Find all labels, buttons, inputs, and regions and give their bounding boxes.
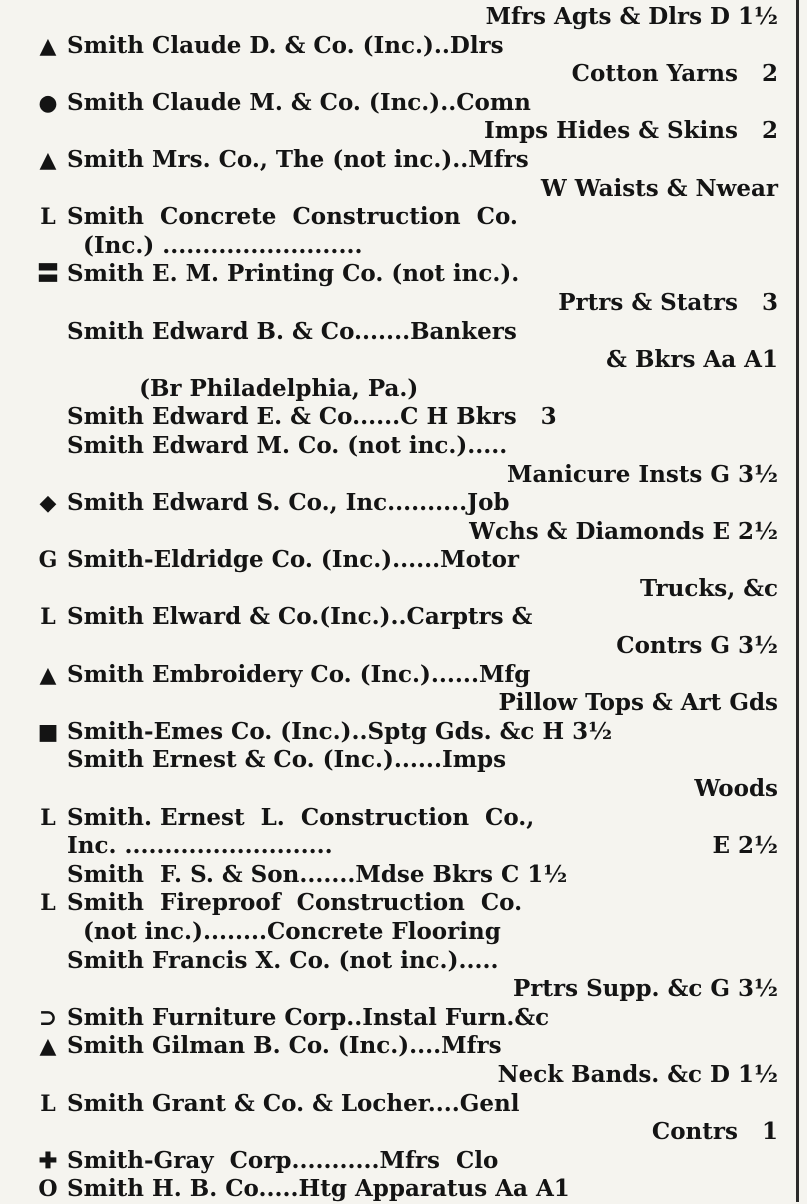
listing-line: [33, 117, 778, 146]
symbol: ▲: [39, 1033, 57, 1060]
listing-line: [33, 60, 778, 89]
listing-line: [33, 1147, 778, 1176]
line-text: Smith Grant & Co. & Locher....Genl: [67, 1089, 520, 1117]
listing-line: [33, 203, 778, 232]
line-text: Smith E. M. Printing Co. (not inc.).: [67, 260, 520, 288]
line-right: Pillow Tops & Art Gds: [498, 689, 778, 717]
symbol: L: [40, 804, 56, 831]
listing-line: [33, 375, 778, 404]
line-right: E 2½: [712, 832, 778, 860]
listing-line: [33, 403, 778, 432]
listing-line: [33, 318, 778, 347]
listing-line: [33, 661, 778, 690]
line-text: Smith Edward M. Co. (not inc.).....: [67, 431, 508, 459]
listing-line: [33, 175, 778, 204]
line-right: & Bkrs Aa A1: [606, 346, 778, 374]
line-text: Smith Mrs. Co., The (not inc.)..Mfrs: [67, 145, 529, 173]
listing-line: [33, 546, 778, 575]
line-right: Cotton Yarns 2: [571, 60, 778, 88]
listing-line: [33, 918, 778, 947]
line-right: Trucks, &c: [640, 574, 778, 602]
listing-line: [33, 746, 778, 775]
symbol: ●: [38, 89, 58, 116]
line-right: Prtrs Supp. &c G 3½: [512, 975, 778, 1003]
listing-line: [33, 146, 778, 175]
line-text: Smith Concrete Construction Co.: [67, 203, 518, 231]
line-text: Smith Edward B. & Co.......Bankers: [67, 317, 517, 345]
listing-line: [33, 632, 778, 661]
listing-line: [33, 889, 778, 918]
listing-line: [33, 861, 778, 890]
symbol: L: [40, 890, 56, 917]
line-right: Contrs G 3½: [616, 632, 778, 660]
line-text: Smith Fireproof Construction Co.: [67, 889, 523, 917]
listing-line: [33, 575, 778, 604]
listing-line: [33, 804, 778, 833]
line-right: Prtrs & Statrs 3: [558, 288, 778, 316]
line-text: Inc. ..........................: [67, 832, 333, 860]
listing-line: [33, 1032, 778, 1061]
listing-line: [33, 89, 778, 118]
line-text: Smith H. B. Co.....Htg Apparatus Aa A1: [67, 1175, 570, 1203]
listing-line: [33, 1118, 778, 1147]
line-right: Manicure Insts G 3½: [507, 460, 778, 488]
line-text: Smith Furniture Corp..Instal Furn.&c: [67, 1003, 550, 1031]
symbol: L: [40, 1090, 56, 1117]
listing-line: [33, 1004, 778, 1033]
symbol: L: [40, 604, 56, 631]
line-right: W Waists & Nwear: [540, 174, 778, 202]
line-text: Smith Claude D. & Co. (Inc.)..Dlrs: [67, 31, 504, 59]
listing-line: [33, 289, 778, 318]
line-right: Contrs 1: [651, 1118, 778, 1146]
line-text: Smith Embroidery Co. (Inc.)......Mfg: [67, 660, 531, 688]
listing-line: [33, 260, 778, 289]
listing-line: [33, 1175, 778, 1204]
symbol: L: [40, 204, 56, 231]
line-text: Smith Claude M. & Co. (Inc.)..Comn: [67, 88, 531, 116]
listing-line: [33, 32, 778, 61]
listing-line: [33, 603, 778, 632]
line-text: Smith Edward E. & Co......C H Bkrs 3: [67, 403, 557, 431]
line-text: Smith Gilman B. Co. (Inc.)....Mfrs: [67, 1032, 502, 1060]
line-right: Woods: [694, 775, 778, 803]
line-text: Smith F. S. & Son.......Mdse Bkrs C 1½: [67, 860, 568, 888]
symbol: ■: [37, 718, 59, 745]
line-text: Smith-Emes Co. (Inc.)..Sptg Gds. &c H 3½: [67, 717, 613, 745]
column-rule: [796, 0, 799, 1202]
symbol: G: [38, 547, 58, 574]
symbol: ▲: [39, 146, 57, 173]
listing-line: [33, 832, 778, 861]
listing-line: [33, 689, 778, 718]
listing-line: [33, 975, 778, 1004]
symbol: ▲: [39, 661, 57, 688]
listing-line: [33, 775, 778, 804]
line-text: Smith-Gray Corp...........Mfrs Clo: [67, 1146, 499, 1174]
listing-line: [33, 947, 778, 976]
line-text: Smith-Eldridge Co. (Inc.)......Motor: [67, 546, 520, 574]
listing-line: [33, 432, 778, 461]
line-text: Smith Elward & Co.(Inc.)..Carptrs &: [67, 603, 533, 631]
listing-line: [33, 1090, 778, 1119]
symbol: ✚: [38, 1147, 58, 1174]
symbol: 〓: [36, 261, 59, 288]
line-right: Imps Hides & Skins 2: [483, 117, 778, 145]
line-text: Smith Francis X. Co. (not inc.).....: [67, 946, 499, 974]
listing-line: [33, 346, 778, 375]
listing-line: [33, 1061, 778, 1090]
symbol: ⊃: [38, 1004, 58, 1031]
line-text: (Br Philadelphia, Pa.): [67, 374, 419, 402]
directory-column: [33, 3, 778, 1204]
listing-line: [33, 518, 778, 547]
line-text: Smith Edward S. Co., Inc..........Job: [67, 489, 510, 517]
symbol: ▲: [39, 32, 57, 59]
listing-line: [33, 489, 778, 518]
line-text: (not inc.)........Concrete Flooring: [67, 918, 501, 945]
listing-line: [33, 3, 778, 32]
line-right: Wchs & Diamonds E 2½: [469, 517, 778, 545]
line-text: Smith. Ernest L. Construction Co.,: [67, 803, 535, 831]
listing-line: [33, 232, 778, 261]
line-right: Neck Bands. &c D 1½: [497, 1060, 778, 1088]
symbol: O: [38, 1176, 58, 1203]
line-right: Mfrs Agts & Dlrs D 1½: [485, 3, 778, 30]
symbol: ◆: [39, 490, 57, 517]
listing-line: [33, 718, 778, 747]
line-text: Smith Ernest & Co. (Inc.)......Imps: [67, 746, 507, 774]
listing-line: [33, 461, 778, 490]
line-text: (Inc.) .........................: [67, 231, 363, 259]
